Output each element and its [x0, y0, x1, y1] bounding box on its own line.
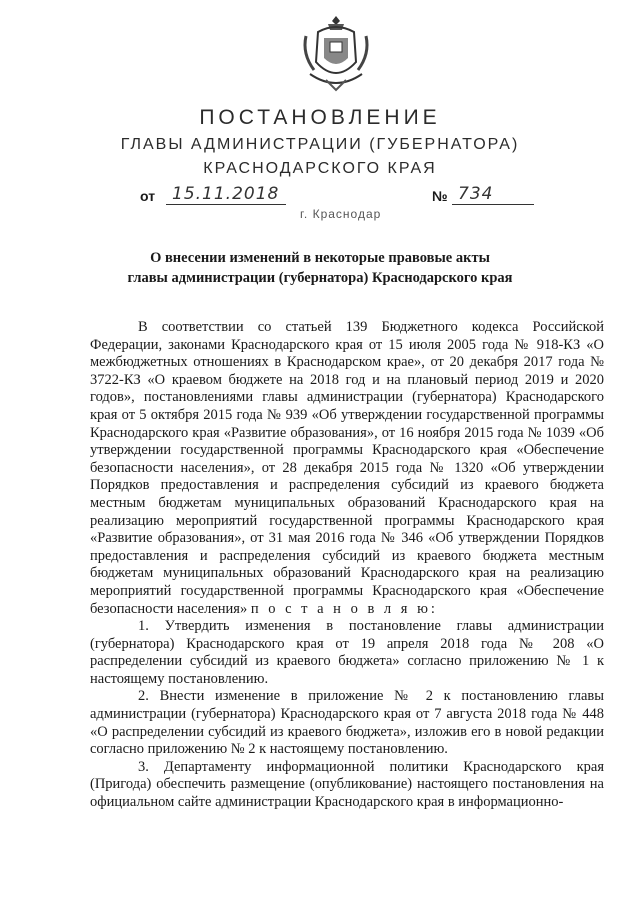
- preamble-paragraph: [90, 319, 604, 618]
- preamble-text: В соответствии со статьей 139 Бюджетного кодекса Российской Федерации, законами Краснодарского края от 15 июля 2005 года № 918-КЗ «О межбюджетных отношениях в Краснодарском крае», от 20 декабря 2017 года № 3722-КЗ «О краевом бюджете на 2018 год и на плановый период 2019 и 2020 годов», постановлениями главы администрации (губернатора) Краснодарского края от 5 октября 2015 года № 939 «Об утверждении государственной программы Краснодарского края «Развитие образования», от 16 ноября 2015 года № 1039 «Об утверждении государственной программы Краснодарского края «Обеспечение безопасности населения», от 28 декабря 2015 года № 1320 «Об утверждении Порядков предоставления и распределения субсидий из краевого бюджета местным бюджетам муниципальных образований Краснодарского края на реализацию мероприятий государственной программы Краснодарского края «Развитие образования», от 31 мая 2016 года № 346 «Об утверждении Порядков предоставления и распределения субсидий из краевого бюджета местным бюджетам муниципальных образований Краснодарского края на реализацию мероприятий государственной программы Краснодарского края «Обеспечение безопасности населения»: [90, 319, 604, 617]
- handwritten-date: 15.11.2018: [172, 184, 280, 204]
- handwritten-number: 734: [458, 184, 494, 204]
- document-type-heading: ПОСТАНОВЛЕНИЕ: [199, 106, 441, 129]
- document-title: [60, 248, 580, 288]
- date-label: от: [140, 188, 156, 204]
- decree-word: п о с т а н о в л я ю:: [250, 600, 438, 617]
- title-line-2: главы администрации (губернатора) Краснодарского края: [127, 270, 513, 286]
- item-3-paragraph: 3. Департаменту информационной политики Краснодарского края (Пригода) обеспечить размещение (опубликование) настоящего постановления на официальном сайте администрации Краснодарского края в информационно-: [90, 758, 604, 811]
- item-1-paragraph: 1. Утвердить изменения в постановление главы администрации (губернатора) Краснодарского края от 19 апреля 2018 года № 208 «О распределении субсидий из краевого бюджета» согласно приложению № 1 к настоящему постановлению.: [90, 618, 604, 687]
- date-underline: [166, 204, 286, 205]
- title-line-1: О внесении изменений в некоторые правовые акты: [150, 250, 490, 266]
- document-body: [90, 319, 604, 812]
- city-label: г. Краснодар: [300, 207, 382, 221]
- region-heading: КРАСНОДАРСКОГО КРАЯ: [203, 160, 437, 177]
- number-label: №: [432, 188, 448, 204]
- coat-of-arms-icon: [300, 14, 372, 94]
- item-2-paragraph: 2. Внести изменение в приложение № 2 к постановлению главы администрации (губернатора) Краснодарского края от 7 августа 2018 года № 448 «О распределении субсидий из краевого бюджета», изложив его в новой редакции согласно приложению № 2 к настоящему постановлению.: [90, 688, 604, 758]
- number-underline: [452, 204, 534, 205]
- issuer-heading: ГЛАВЫ АДМИНИСТРАЦИИ (ГУБЕРНАТОРА): [120, 136, 520, 153]
